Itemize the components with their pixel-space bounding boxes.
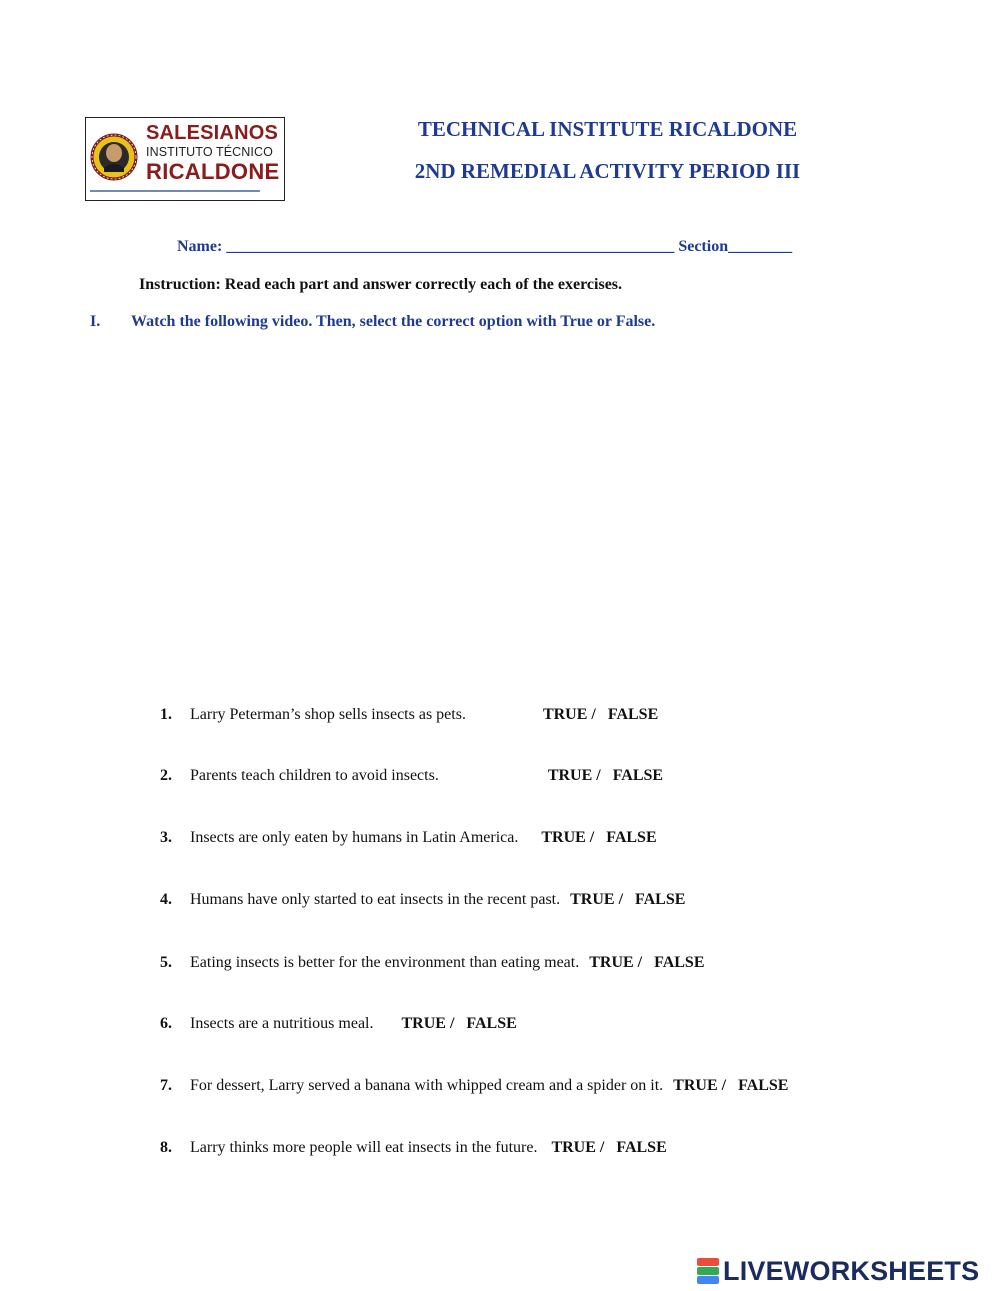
question-text: Insects are a nutritious meal. (190, 1015, 374, 1032)
question-number: 8. (160, 1139, 172, 1156)
true-false-options[interactable]: TRUE / FALSE (541, 829, 657, 846)
true-false-options[interactable]: TRUE / FALSE (570, 891, 686, 908)
question-text: Humans have only started to eat insects in the recent past. (190, 891, 561, 908)
question-number: 6. (160, 1015, 172, 1032)
question-text: Parents teach children to avoid insects. (190, 767, 439, 784)
question-number: 1. (160, 706, 172, 723)
question-item (160, 1015, 517, 1033)
question-number: 4. (160, 891, 172, 908)
salesianos-emblem-icon (90, 124, 138, 190)
document-title: TECHNICAL INSTITUTE RICALDONE (417, 117, 798, 141)
liveworksheets-brand (697, 1256, 979, 1286)
question-item (160, 891, 685, 909)
liveworksheets-wordmark: LIVEWORKSHEETS (723, 1255, 980, 1286)
instruction-text: Instruction: Read each part and answer correctly each of the exercises. (139, 276, 623, 293)
question-text: Insects are only eaten by humans in Latin America. (190, 829, 519, 846)
question-number: 5. (160, 954, 172, 971)
document-subtitle: 2ND REMEDIAL ACTIVITY PERIOD III (414, 159, 801, 183)
logo-text (146, 123, 281, 183)
true-false-options[interactable]: TRUE / FALSE (547, 767, 664, 784)
true-false-options[interactable]: TRUE / FALSE (401, 1015, 517, 1032)
question-text: Eating insects is better for the environment than eating meat. (190, 954, 580, 971)
section-numeral: I. (90, 313, 101, 330)
logo-line-instituto: INSTITUTO TÉCNICO (146, 145, 273, 159)
logo-line-ricaldone: RICALDONE (146, 158, 280, 184)
school-logo (85, 117, 285, 201)
logo-line-salesianos: SALESIANOS (146, 122, 279, 144)
question-item (160, 1077, 788, 1095)
true-false-options[interactable]: TRUE / FALSE (551, 1139, 667, 1156)
question-number: 3. (160, 829, 172, 846)
question-text: Larry Peterman’s shop sells insects as pets. (190, 706, 466, 723)
liveworksheets-logo-icon (697, 1258, 719, 1284)
true-false-options[interactable]: TRUE / FALSE (542, 706, 659, 723)
question-number: 7. (160, 1077, 172, 1094)
question-text: For dessert, Larry served a banana with whipped cream and a spider on it. (190, 1077, 664, 1094)
question-item (160, 767, 663, 785)
name-section-field[interactable]: Name: ________________________________________________________ Section________ (177, 238, 793, 255)
question-number: 2. (160, 767, 172, 784)
true-false-options[interactable]: TRUE / FALSE (673, 1077, 789, 1094)
logo-underline (90, 190, 260, 192)
question-item (160, 706, 658, 724)
section-heading (90, 313, 655, 331)
question-text: Larry thinks more people will eat insects in the future. (190, 1139, 538, 1156)
section-heading-text: Watch the following video. Then, select the correct option with True or False. (131, 313, 656, 330)
question-item (160, 1139, 667, 1157)
true-false-options[interactable]: TRUE / FALSE (589, 954, 705, 971)
question-item (160, 954, 705, 972)
video-embed-area[interactable] (90, 345, 910, 675)
question-item (160, 829, 657, 847)
